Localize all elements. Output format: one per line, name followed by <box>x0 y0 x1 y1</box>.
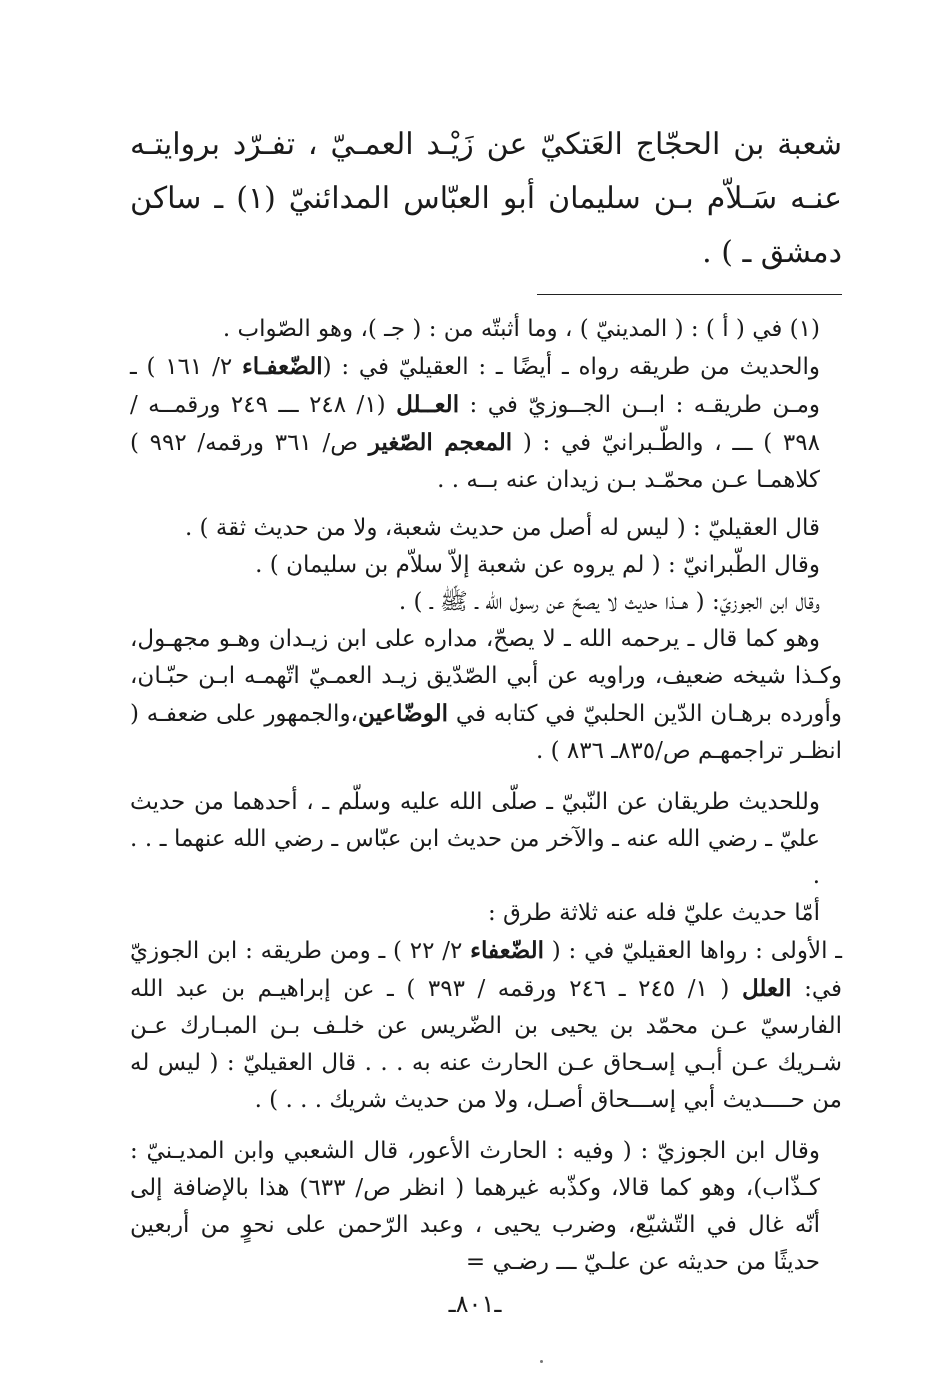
footnotes <box>130 311 842 1281</box>
scan-speck <box>540 1360 543 1363</box>
quote-tabarani: وقال الطّبرانيّ : ( لم يروه عن شعبة إلاّ سلاّم بن سليمان ) . <box>255 552 820 578</box>
quote-uqayli: قال العقيليّ : ( ليس له أصل من حديث شعبة، ولا من حديث ثقة ) . <box>184 515 820 541</box>
footnote-divider <box>537 294 842 295</box>
footnote-paragraph: ـ الأولى : رواها العقيليّ في : ( الضّعفاء ٢/ ٢٢ ) ـ ومن طريقه : ابن الجوزيّ في: العلل ( ١/ ٢٤٥ ـ ٢٤٦ ورقمه / ٣٩٣ ) ـ عن إبراهيـم بن عبد الله الفارسيّ عـن محمّد بن يحيى بن الضّريس عن خلـف بـن المبـارك عـن شـريك عـن أبـي إسـحاق عـن الحارث عنه به . . . قال العقيليّ : ( ليس له من حــــديث أبي إســـحاق أصـل، ولا من حديث شريك . . . ) . <box>130 937 843 1113</box>
footnote-paragraph: وقال ابن الجوزيّ : ( وفيه : الحارث الأعور، قال الشعبي وابن المديـنيّ : كـذّاب)، وهو كما قالا، وكذّبه غيرهما ( انظر ص/ ٦٣٣) هذا بالإضافة إلى أنّه غال في التّشيّع، وضرب يحيى ، وعبد الرّحمن على نحوٍ من أربعين حديثًا من حديثه عن علـيّ ـــ رضـي = <box>130 1138 820 1275</box>
footnote-paragraph: وهو كما قال ـ يرحمه الله ـ لا يصحّ، مداره على ابن زيـدان وهـو مجهـول، وكـذا شيخه ضعيف، وراويه عن أبي الصّدّيق زيـد العمـيّ اتّهمـه ابـن حبّـان، وأورده برهـان الدّين الحلبيّ في كتابه في الوضّاعين،والجمهور على ضعفـه ( انظـر تراجمهـم ص/٨٣٥ـ ٨٣٦ ) . <box>130 626 842 764</box>
footnote-1: (١) في ( أ ) : ( المدينيّ ) ، وما أثبتّه من : ( جـ )، وهو الصّواب . <box>222 316 820 342</box>
quote-ibn-jawzi: وقال ابن الجوزيّ: ( هــذا حديث لا يصحّ عن رسول الله ـ ﷺ ـ ) . <box>398 589 820 615</box>
page-number: ـ٨٠١ـ <box>448 1290 502 1318</box>
main-text: شعبة بن الحجّاج العَتكيّ عن زَيْـد العمـيّ ، تفـرّد بروايتـه عنـه سَـلاّم بـن سليمان أبو العبّاس المدائنيّ (١) ـ ساكن دمشق ـ ) . <box>130 127 842 270</box>
footnote-paragraph: وللحديث طريقان عن النّبيّ ـ صلّى الله عليه وسلّم ـ ، أحدهما من حديث عليّ ـ رضي الله عنه ـ والآخر من حديث ابن عبّاس ـ رضي الله عنهما ـ . . . <box>130 789 820 889</box>
footnote-paragraph: أمّا حديث عليّ فله عنه ثلاثة طرق : <box>487 900 820 926</box>
footnote-paragraph: والحديث من طريقه رواه ـ أيضًا ـ : العقيليّ في : (الضّعفـاء ٢/ ١٦١ ) ـ ومـن طريقـه : ابــن الجــوزيّ في : العــلل (١/ ٢٤٨ ـــ ٢٤٩ ورقمــه / ٣٩٨ ) ـــ ، والطّـبرانيّ في : ( المعجم الصّغير ص/ ٣٦١ ورقمه/ ٩٩٢ ) كلاهمـا عـن محمّـد بـن زيدان عنه بــه . . <box>130 353 821 493</box>
page-body <box>130 118 842 1281</box>
